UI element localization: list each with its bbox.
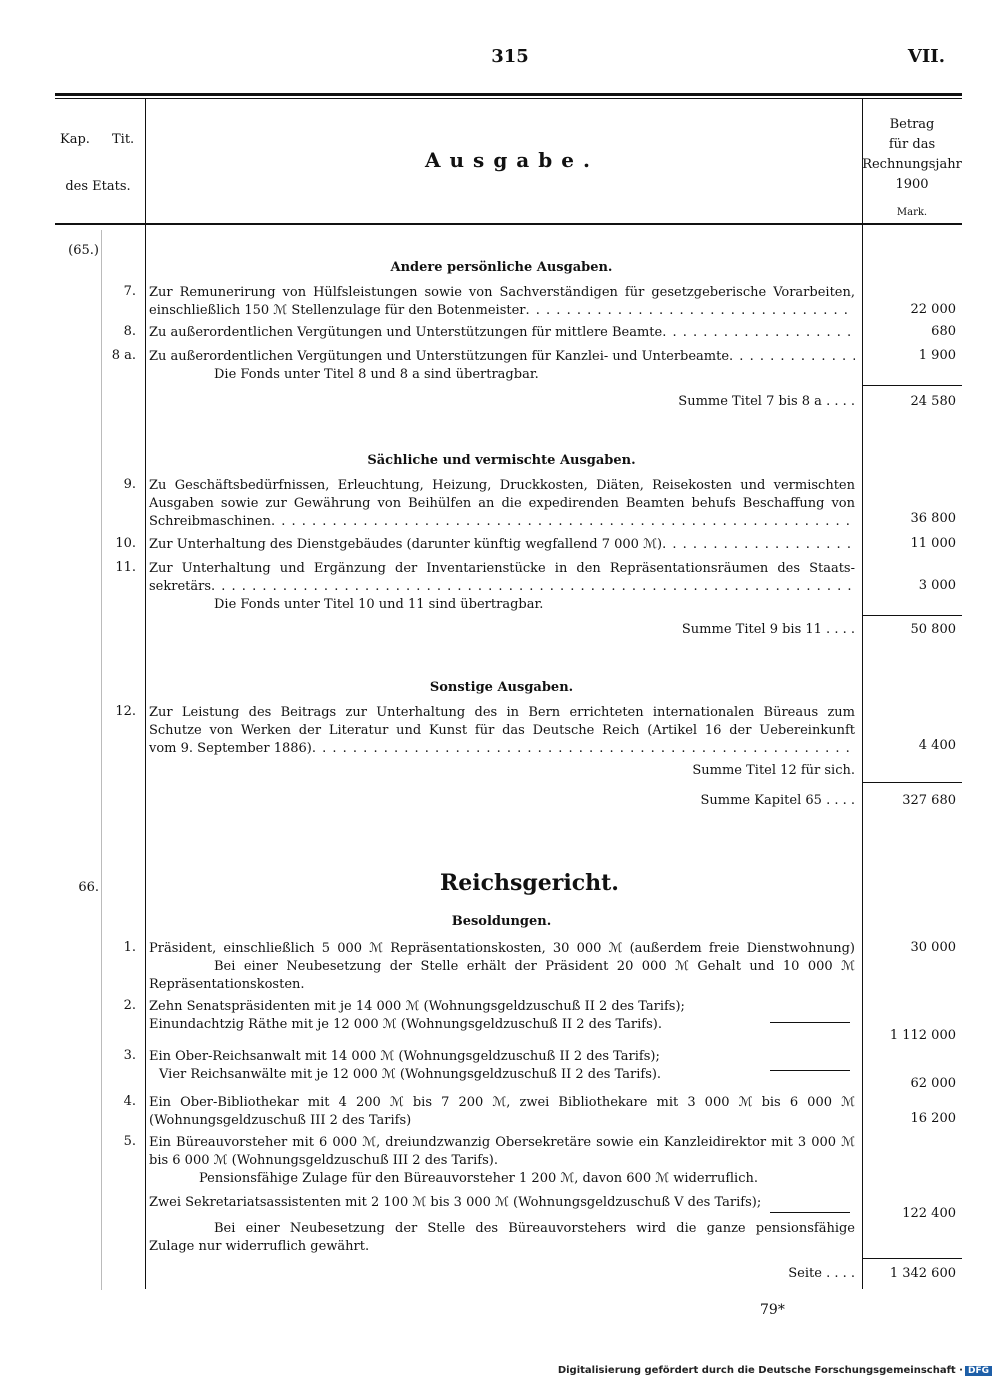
sum-amount: 24 580 bbox=[910, 394, 956, 409]
seite-label: Seite . . . . bbox=[788, 1266, 855, 1281]
item-text: Ein Büreauvorsteher mit 6 000 ℳ, dreiundzwanzig Obersekretäre sowie ein Kanzleidirektor mit 3 000 ℳ bis 6 000 ℳ (Wohnungsgeldzuschuß III 2 des Tarifs). Pensionsfähige Zulage für den Büreauvorsteher 1 200 ℳ, davon 600 ℳ widerruflich. Zwei Sekretariatsassistenten mit 2 100 ℳ bis 3 000 ℳ (Wohnungsgeldzuschuß V des Tarifs); Bei einer Neubesetzung der Stelle des Büreauvorstehers wird die ganze pensionsfähige Zulage nur widerruflich gewährt. bbox=[149, 1135, 855, 1254]
header-tit: Tit. bbox=[112, 132, 135, 147]
section-number: VII. bbox=[907, 46, 945, 67]
header-betrag: Betrag für das Rechnungsjahr 1900 bbox=[862, 117, 962, 192]
header-unit: Mark. bbox=[896, 207, 928, 218]
item-text: Zu außerordentlichen Vergütungen und Unterstützungen für mittlere Beamte . . . bbox=[149, 324, 855, 342]
item-amount: 62 000 bbox=[910, 1076, 956, 1091]
item-amount: 3 000 bbox=[918, 578, 956, 593]
titel-number: 9. bbox=[123, 477, 136, 492]
kapitel-number: (65.) bbox=[68, 243, 99, 258]
kapitel-number: 66. bbox=[78, 880, 99, 895]
item-text: Ein Ober-Bibliothekar mit 4 200 ℳ bis 7 200 ℳ, zwei Bibliothekare mit 3 000 ℳ bis 6 000 ℳ (Wohnungsgeldzuschuß III 2 des Tarifs) bbox=[149, 1095, 855, 1128]
titel-number: 11. bbox=[115, 560, 136, 575]
top-rule bbox=[55, 93, 962, 96]
sub-rule bbox=[770, 1022, 850, 1023]
titel-number: 10. bbox=[115, 536, 136, 551]
digitization-footer: Digitalisierung gefördert durch die Deutsche Forschungsgemeinschaft · DFG bbox=[558, 1365, 992, 1376]
dfg-logo: DFG bbox=[965, 1366, 992, 1376]
item-amount: 680 bbox=[931, 324, 956, 339]
top-rule-thin bbox=[55, 98, 962, 99]
section-heading: Besoldungen. bbox=[451, 914, 552, 929]
item-text: Zu außerordentlichen Vergütungen und Unterstützungen für Kanzlei- und Unterbeamte . . . Die Fonds unter Titel 8 und 8 a sind übertragbar. bbox=[149, 348, 855, 384]
item-amount: 16 200 bbox=[910, 1111, 956, 1126]
section-heading: Andere persönliche Ausgaben. bbox=[390, 260, 613, 275]
titel-number: 1. bbox=[123, 940, 136, 955]
item-amount: 1 112 000 bbox=[889, 1028, 956, 1043]
item-text: Zur Leistung des Beitrags zur Unterhaltung des in Bern errichteten internationalen Büreaus zum Schutze von Werken der Literatur und Kunst für das Deutsche Reich (Artikel 16 der Uebereinkunft vom 9. September 1886) . . . bbox=[149, 704, 855, 758]
sum-rule bbox=[862, 385, 962, 386]
sum-label: Summe Titel 12 für sich. bbox=[692, 763, 855, 778]
item-amount: 4 400 bbox=[918, 738, 956, 753]
sum-rule bbox=[862, 782, 962, 783]
sheet-mark: 79* bbox=[760, 1302, 785, 1318]
item-text: Präsident, einschließlich 5 000 ℳ Repräsentationskosten, 30 000 ℳ (außerdem freie Dienstwohnung) Bei einer Neubesetzung der Stelle erhält der Präsident 20 000 ℳ Gehalt und 10 000 ℳ Repräsentationskosten. bbox=[149, 941, 855, 992]
kapitel-title: Reichsgericht. bbox=[440, 870, 619, 896]
item-amount: 11 000 bbox=[910, 536, 956, 551]
kapitel-sum-amount: 327 680 bbox=[902, 793, 956, 808]
item-amount: 1 900 bbox=[918, 348, 956, 363]
header-rule bbox=[55, 223, 962, 225]
sum-rule bbox=[862, 615, 962, 616]
item-amount: 30 000 bbox=[910, 940, 956, 955]
sum-rule bbox=[862, 1258, 962, 1259]
page-number: 315 bbox=[491, 46, 529, 67]
item-text: Zehn Senatspräsidenten mit je 14 000 ℳ (Wohnungsgeldzuschuß II 2 des Tarifs); Einundachtzig Räthe mit je 12 000 ℳ (Wohnungsgeldzuschuß II 2 des Tarifs). bbox=[149, 999, 685, 1032]
item-amount: 122 400 bbox=[902, 1206, 956, 1221]
section-heading: Sächliche und vermischte Ausgaben. bbox=[367, 453, 636, 468]
sum-label: Summe Titel 7 bis 8 a . . . . bbox=[678, 394, 855, 409]
item-text: Zur Unterhaltung und Ergänzung der Inventarienstücke in den Repräsentationsräumen des Staats- sekretärs . . . Die Fonds unter Titel 10 und 11 sind übertragbar. bbox=[149, 560, 855, 614]
item-text: Zur Unterhaltung des Dienstgebäudes (darunter künftig wegfallend 7 000 ℳ) . . . bbox=[149, 536, 855, 554]
column-divider-text bbox=[145, 99, 146, 1289]
titel-number: 8 a. bbox=[111, 348, 136, 363]
titel-number: 12. bbox=[115, 704, 136, 719]
item-text: Ein Ober-Reichsanwalt mit 14 000 ℳ (Wohnungsgeldzuschuß II 2 des Tarifs); Vier Reichsanwälte mit je 12 000 ℳ (Wohnungsgeldzuschuß II 2 des Tarifs). bbox=[149, 1049, 662, 1082]
titel-number: 2. bbox=[123, 998, 136, 1013]
titel-number: 4. bbox=[123, 1094, 136, 1109]
seite-amount: 1 342 600 bbox=[889, 1266, 956, 1281]
section-heading: Sonstige Ausgaben. bbox=[429, 680, 574, 695]
item-text: Zur Remunerirung von Hülfsleistungen sowie von Sachverständigen für gesetzgeberische Vorarbeiten, einschließlich 150 ℳ Stellenzulage für den Botenmeister . . . bbox=[149, 284, 855, 320]
titel-number: 5. bbox=[123, 1134, 136, 1149]
titel-number: 7. bbox=[123, 284, 136, 299]
item-text: Zu Geschäftsbedürfnissen, Erleuchtung, Heizung, Druckkosten, Diäten, Reisekosten und vermischten Ausgaben sowie zur Gewährung von Beihülfen an die expedirenden Beamten behufs Beschaffung von Schreibmaschinen . . . bbox=[149, 477, 855, 531]
sub-rule bbox=[770, 1070, 850, 1071]
header-title: Ausgabe. bbox=[425, 148, 599, 172]
item-amount: 22 000 bbox=[910, 302, 956, 317]
titel-number: 3. bbox=[123, 1048, 136, 1063]
kapitel-sum-label: Summe Kapitel 65 . . . . bbox=[700, 793, 855, 808]
sub-rule bbox=[770, 1212, 850, 1213]
sum-label: Summe Titel 9 bis 11 . . . . bbox=[681, 622, 855, 637]
sum-amount: 50 800 bbox=[910, 622, 956, 637]
header-kap: Kap. bbox=[60, 132, 90, 147]
column-divider-kap bbox=[101, 230, 102, 1290]
header-des-etats: des Etats. bbox=[65, 179, 131, 194]
titel-number: 8. bbox=[123, 324, 136, 339]
item-amount: 36 800 bbox=[910, 511, 956, 526]
